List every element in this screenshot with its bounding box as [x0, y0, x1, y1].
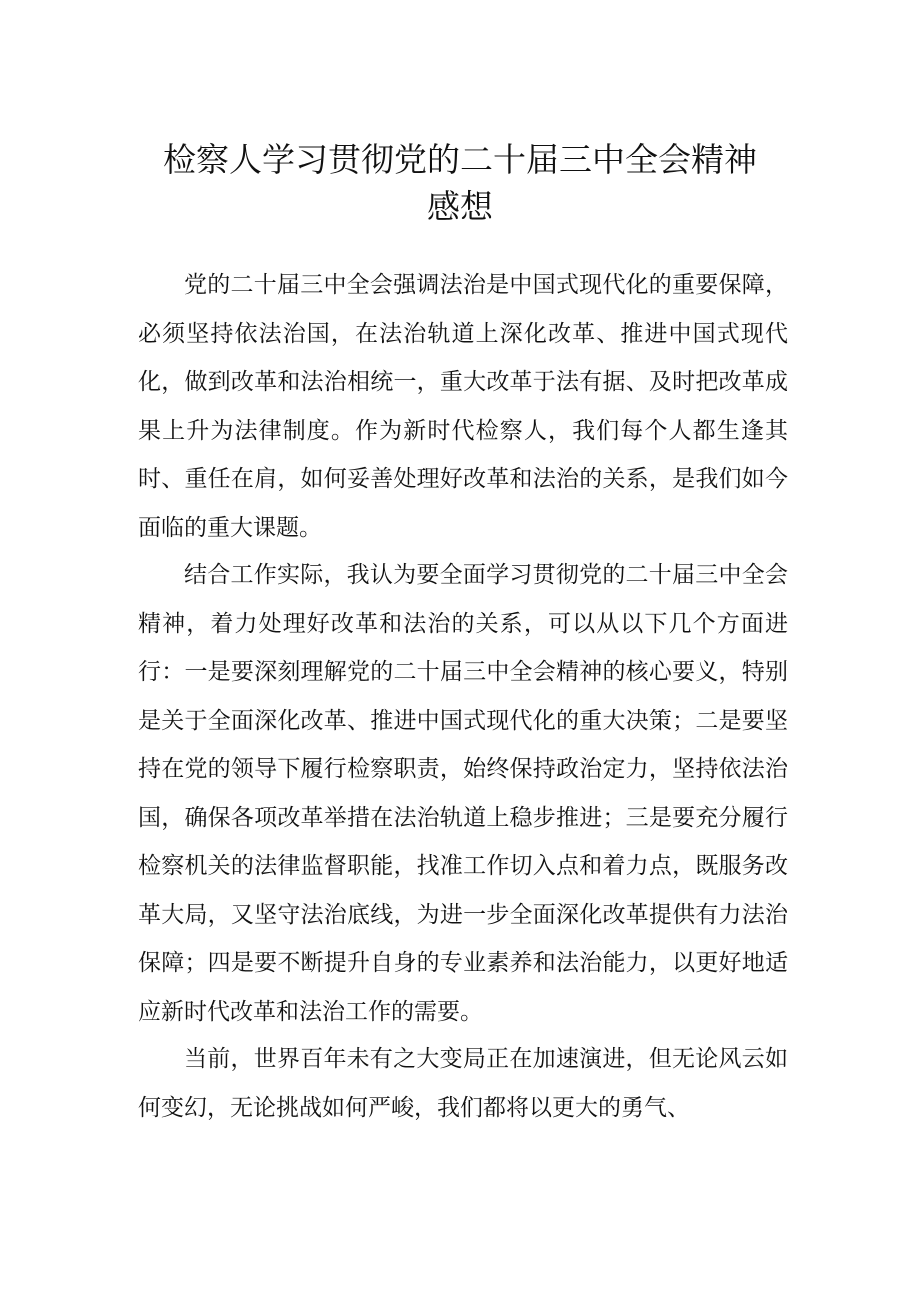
- paragraph-2: 结合工作实际，我认为要全面学习贯彻党的二十届三中全会精神，着力处理好改革和法治的关系，可以从以下几个方面进行：一是要深刻理解党的二十届三中全会精神的核心要义，特别是关于全面深化改革、推进中国式现代化的重大决策；二是要坚持在党的领导下履行检察职责，始终保持政治定力，坚持依法治国，确保各项改革举措在法治轨道上稳步推进；三是要充分履行检察机关的法律监督职能，找准工作切入点和着力点，既服务改革大局，又坚守法治底线，为进一步全面深化改革提供有力法治保障；四是要不断提升自身的专业素养和法治能力，以更好地适应新时代改革和法治工作的需要。: [138, 562, 788, 1025]
- document-title-line-1: 检察人学习贯彻党的二十届三中全会精神: [163, 140, 757, 179]
- paragraph-3: 当前，世界百年未有之大变局正在加速演进，但无论风云如何变幻，无论挑战如何严峻，我们都将以更大的勇气、: [138, 1046, 788, 1121]
- paragraph-1: 党的二十届三中全会强调法治是中国式现代化的重要保障，必须坚持依法治国，在法治轨道上深化改革、推进中国式现代化，做到改革和法治相统一，重大改革于法有据、及时把改革成果上升为法律制度。作为新时代检察人，我们每个人都生逢其时、重任在肩，如何妥善处理好改革和法治的关系，是我们如今面临的重大课题。: [138, 272, 788, 541]
- document-title-line-2: 感想: [427, 187, 493, 226]
